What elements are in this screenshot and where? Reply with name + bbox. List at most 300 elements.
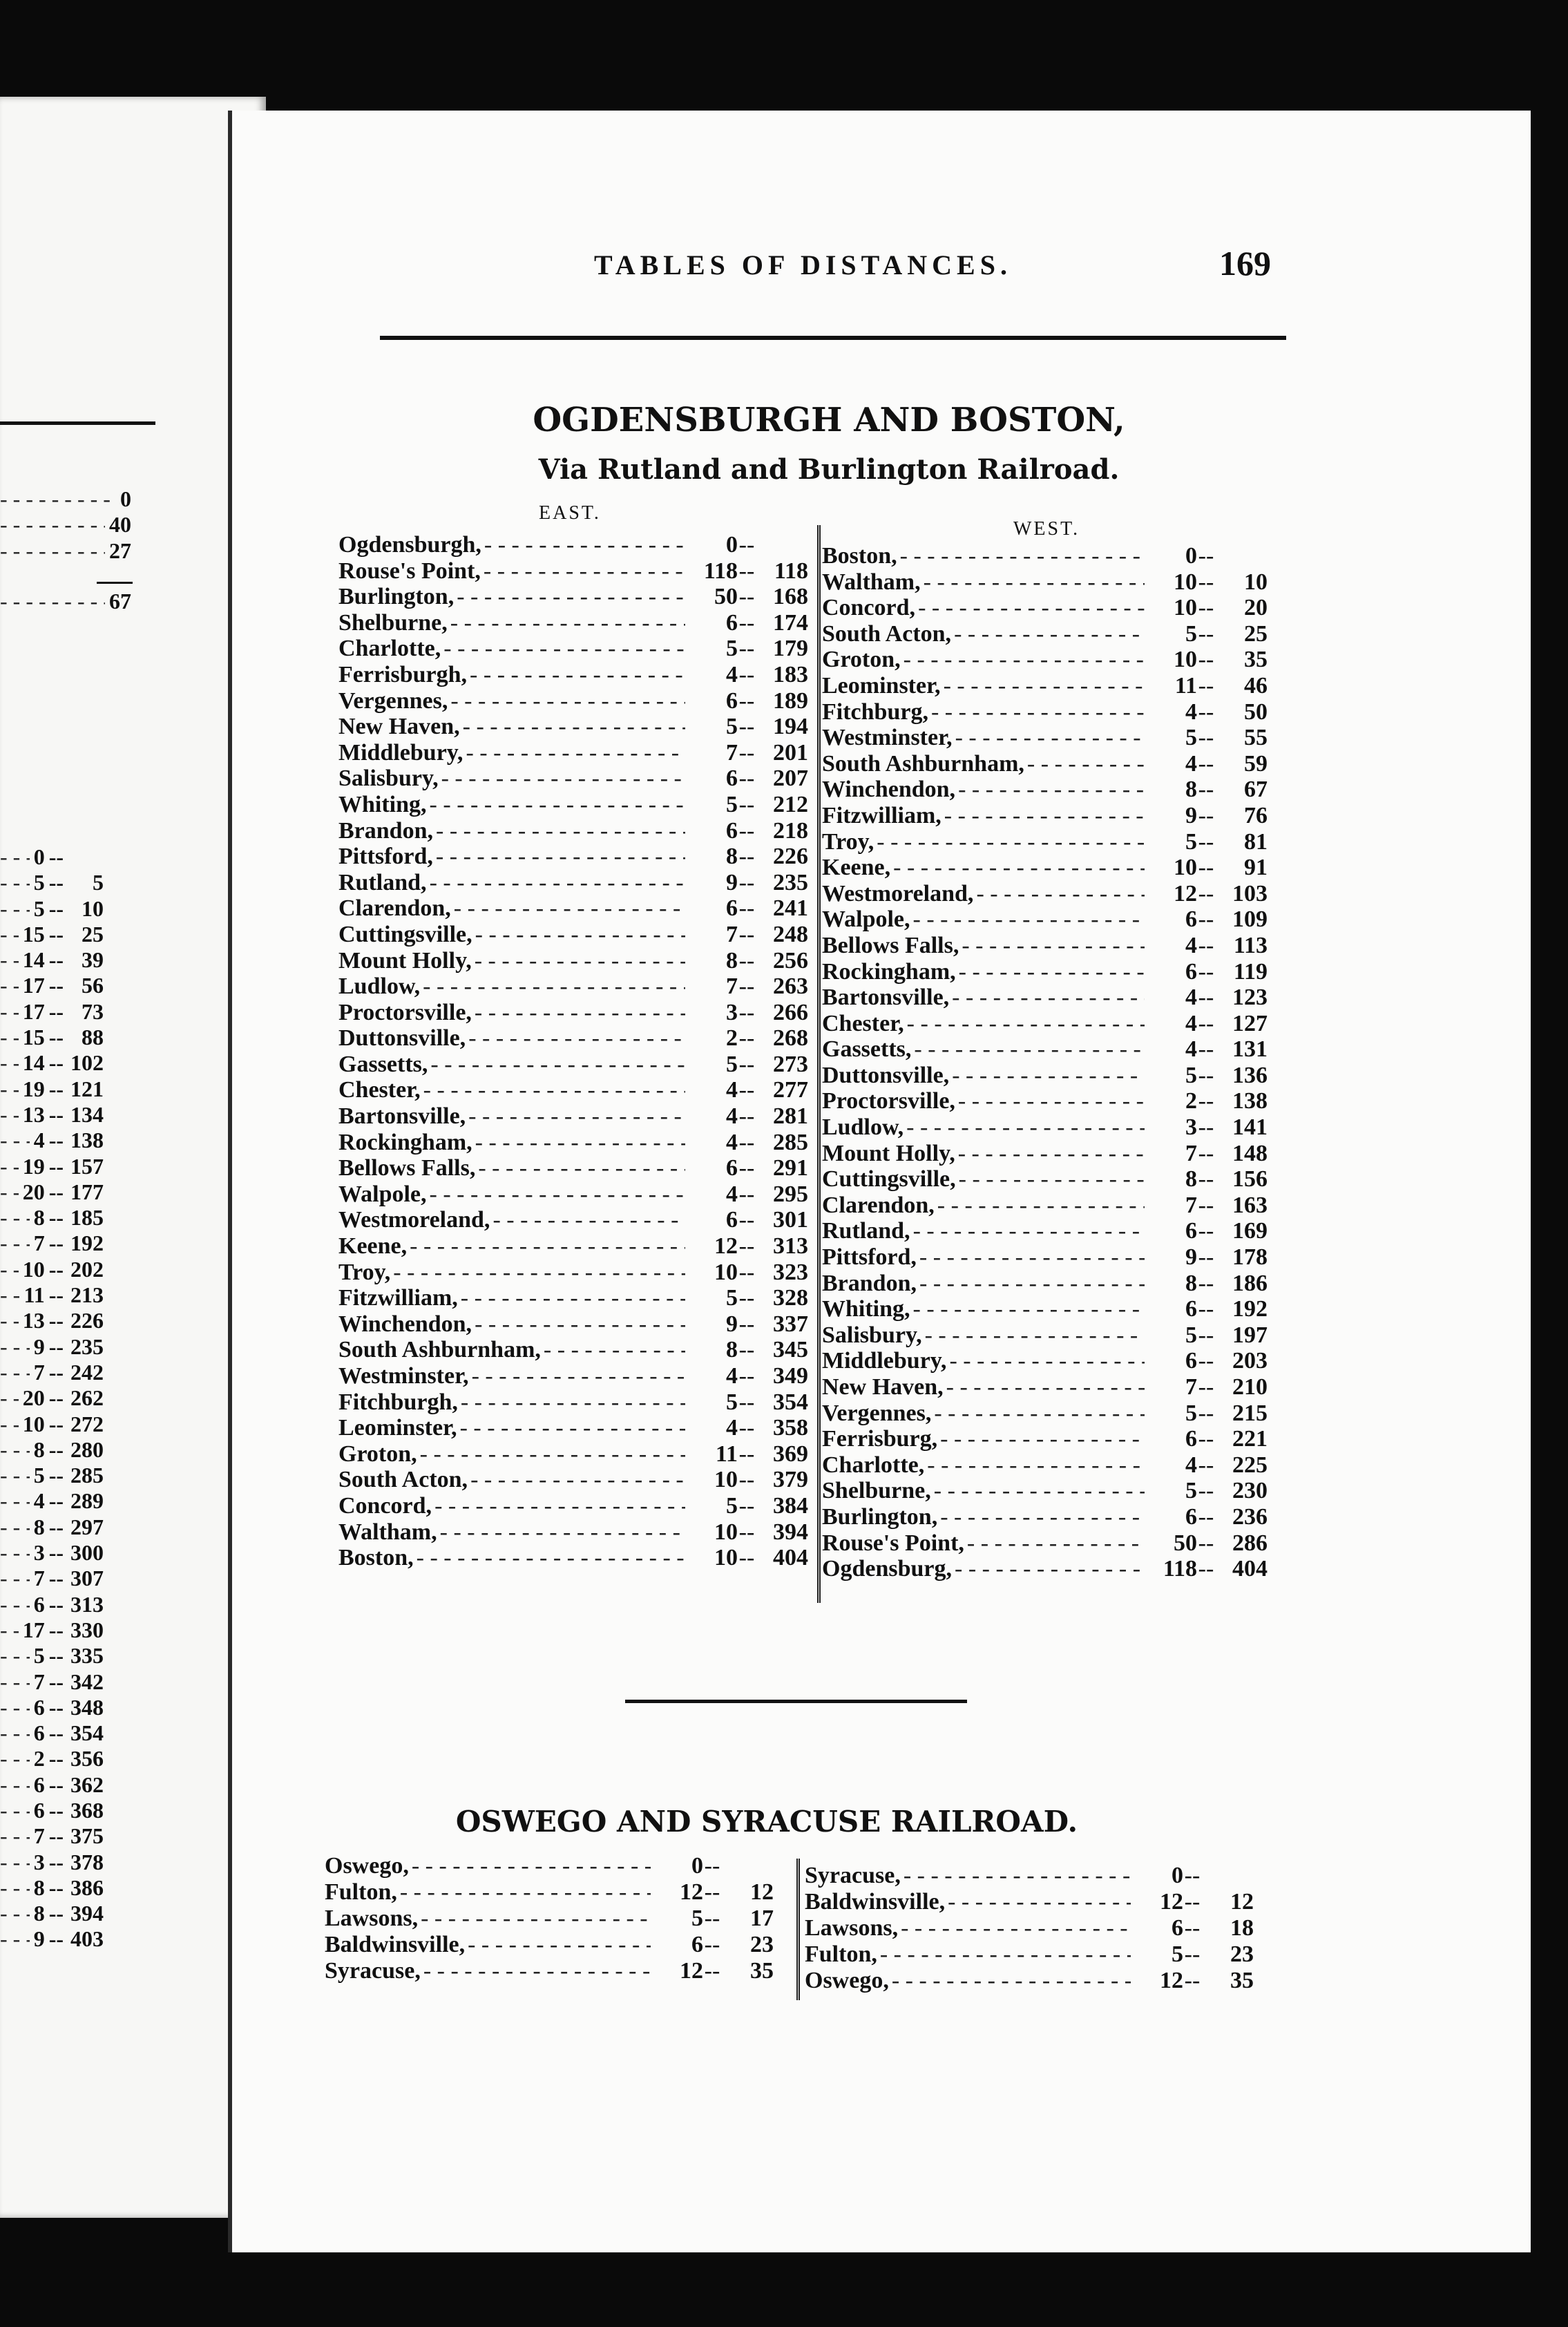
left-cumulative-value: 213	[70, 1282, 104, 1308]
left-cumulative-value: 88	[82, 1025, 104, 1050]
dot-leader	[0, 1463, 30, 1488]
dot-leader	[958, 1141, 1145, 1167]
dot-leader	[0, 538, 105, 564]
running-head: TABLES OF DISTANCES.	[594, 249, 1012, 281]
oswego-syracuse-left-table	[325, 1853, 774, 1984]
station-name: Ferrisburg,	[822, 1426, 938, 1452]
dash-separator: --	[738, 947, 755, 973]
left-list-row	[0, 1257, 104, 1282]
cumulative-value: 50	[1244, 699, 1268, 725]
dash-separator: --	[738, 1467, 755, 1493]
cumulative-value: 291	[773, 1155, 808, 1181]
table-row	[325, 1906, 774, 1932]
station-name: Fitchburg,	[822, 699, 928, 725]
section-subtitle: Via Rutland and Burlington Railroad.	[538, 453, 1120, 486]
dash-separator: --	[1198, 725, 1214, 751]
station-name: Proctorsville,	[822, 1088, 955, 1114]
dot-leader	[952, 985, 1145, 1011]
station-name: Gassetts,	[822, 1036, 912, 1063]
left-cumulative-value: 242	[70, 1359, 104, 1385]
dot-leader	[913, 1218, 1145, 1244]
distance-value: 0	[691, 1853, 703, 1879]
dot-leader	[944, 803, 1145, 829]
dot-leader	[962, 933, 1145, 959]
dash-separator: --	[48, 1643, 64, 1669]
table-row	[338, 1493, 808, 1519]
station-name: Leominster,	[338, 1415, 457, 1441]
cumulative-value: 25	[1244, 620, 1268, 647]
station-name: Rouse's Point,	[822, 1530, 964, 1556]
distance-value: 7	[726, 739, 738, 766]
left-list-row	[0, 1282, 104, 1308]
distance-value: 11	[1174, 672, 1197, 699]
dash-separator: --	[48, 1823, 64, 1849]
dot-leader	[959, 1166, 1145, 1193]
table-row	[338, 766, 808, 792]
table-row	[822, 777, 1268, 803]
station-name: Troy,	[822, 828, 874, 855]
cumulative-value: 328	[773, 1285, 808, 1311]
dash-separator: --	[1198, 1503, 1214, 1530]
left-list-row	[0, 1463, 104, 1488]
dot-leader	[468, 1025, 685, 1052]
station-name: Salisbury,	[338, 766, 439, 792]
table-row	[338, 740, 808, 766]
dot-leader	[400, 1879, 651, 1906]
left-distance-value: 8	[33, 1514, 45, 1539]
left-list-row	[0, 1385, 104, 1411]
distance-value: 4	[1185, 1452, 1197, 1478]
table-row	[338, 662, 808, 688]
dash-separator: --	[1198, 1556, 1214, 1582]
dot-leader	[423, 1077, 685, 1103]
table-row	[822, 803, 1268, 829]
dash-separator: --	[1198, 1322, 1214, 1348]
table-row	[822, 1193, 1268, 1219]
left-distance-value: 9	[33, 1926, 45, 1952]
cumulative-value: 168	[773, 584, 808, 610]
distance-value: 5	[726, 791, 738, 817]
left-cumulative-value: 192	[70, 1231, 104, 1256]
dash-separator: --	[1198, 1140, 1214, 1166]
distance-value: 5	[1185, 1322, 1197, 1348]
left-list-row	[0, 1720, 104, 1746]
cumulative-value: 169	[1232, 1218, 1268, 1244]
table-row	[338, 1052, 808, 1078]
dot-leader	[913, 1296, 1145, 1322]
dot-leader	[940, 1504, 1145, 1530]
dash-separator: --	[1198, 802, 1214, 828]
dot-leader	[0, 1385, 19, 1411]
dot-leader	[0, 589, 105, 614]
dot-leader	[903, 1863, 1131, 1889]
dash-separator: --	[48, 1617, 64, 1642]
cumulative-value: 301	[773, 1207, 808, 1233]
dash-separator: --	[738, 609, 755, 636]
dash-separator: --	[704, 1879, 720, 1905]
dash-separator: --	[1198, 1036, 1214, 1063]
cumulative-value: 103	[1232, 880, 1268, 906]
left-distance-value: 6	[33, 1694, 45, 1720]
table-row	[338, 1181, 808, 1208]
dot-leader	[0, 1540, 30, 1566]
dash-separator: --	[48, 921, 64, 947]
cumulative-value: 197	[1232, 1322, 1268, 1348]
dot-leader	[937, 1193, 1145, 1219]
table-row	[822, 647, 1268, 673]
dash-separator: --	[48, 1540, 64, 1566]
station-name: Leominster,	[822, 672, 941, 699]
left-distance-value: 3	[33, 1540, 45, 1566]
cumulative-value: 179	[773, 636, 808, 662]
left-cumulative-value: 386	[70, 1874, 104, 1900]
distance-value: 6	[1185, 1348, 1197, 1374]
left-list-row	[0, 1823, 104, 1849]
cumulative-value: 345	[773, 1337, 808, 1363]
station-name: Westmoreland,	[822, 880, 974, 906]
dash-separator: --	[738, 1285, 755, 1311]
east-column-label: EAST.	[539, 502, 601, 524]
left-list-row	[0, 1669, 104, 1695]
left-cumulative-value: 280	[70, 1436, 104, 1462]
dot-leader	[913, 906, 1145, 933]
dash-separator: --	[738, 661, 755, 687]
station-name: Fitzwilliam,	[822, 802, 941, 828]
station-name: Burlington,	[338, 584, 455, 610]
dot-leader	[0, 1360, 30, 1385]
table-row	[338, 636, 808, 662]
cumulative-value: 337	[773, 1311, 808, 1337]
dash-separator: --	[48, 1333, 64, 1359]
station-name: Ferrisburgh,	[338, 661, 468, 687]
left-cumulative-value: 102	[70, 1050, 104, 1076]
left-list-row	[0, 1231, 104, 1256]
left-cumulative-value: 272	[70, 1411, 104, 1436]
cumulative-value: 358	[773, 1415, 808, 1441]
table-row	[338, 1363, 808, 1389]
station-name: Groton,	[822, 647, 901, 673]
table-row	[338, 714, 808, 740]
station-name: Whiting,	[822, 1296, 910, 1322]
station-name: Bartonsville,	[338, 1103, 466, 1130]
distance-value: 12	[680, 1958, 703, 1984]
distance-value: 9	[1185, 1244, 1197, 1271]
page-number: 169	[1219, 244, 1271, 283]
cumulative-value: 12	[750, 1879, 774, 1905]
distance-value: 50	[1174, 1530, 1197, 1556]
left-sum-value: 67	[109, 589, 131, 614]
table-row	[338, 922, 808, 948]
left-list-row	[0, 1412, 104, 1437]
oswego-syracuse-right-table	[805, 1863, 1254, 1994]
left-cumulative-value: 335	[70, 1643, 104, 1669]
table-row	[822, 1348, 1268, 1374]
dash-separator: --	[48, 1463, 64, 1488]
left-distance-value: 7	[33, 1359, 45, 1385]
left-distance-value: 7	[33, 1566, 45, 1591]
dot-leader	[423, 1958, 651, 1984]
section-divider-rule	[625, 1700, 967, 1703]
cumulative-value: 91	[1244, 855, 1268, 881]
left-distance-value: 6	[33, 1772, 45, 1797]
dot-leader	[544, 1337, 685, 1363]
dash-separator: --	[48, 1128, 64, 1153]
dash-separator: --	[1198, 1062, 1214, 1088]
left-cumulative-value	[68, 844, 104, 870]
left-cumulative-value: 297	[70, 1514, 104, 1539]
table-row	[822, 985, 1268, 1011]
dash-separator: --	[48, 1694, 64, 1720]
distance-value: 8	[726, 1337, 738, 1363]
station-name: New Haven,	[822, 1374, 944, 1400]
left-cumulative-value: 368	[70, 1797, 104, 1823]
dot-leader	[0, 486, 116, 512]
dash-separator: --	[1184, 1889, 1201, 1915]
dash-separator: --	[1198, 672, 1214, 699]
dot-leader	[927, 1452, 1145, 1479]
cumulative-value: 236	[1232, 1503, 1268, 1530]
cumulative-value: 35	[1244, 647, 1268, 673]
cumulative-value: 46	[1244, 672, 1268, 699]
left-distance-value: 17	[22, 998, 45, 1024]
dot-leader	[0, 512, 105, 538]
distance-value: 4	[726, 661, 738, 687]
dash-separator: --	[1184, 1915, 1201, 1941]
station-name: Duttonsville,	[338, 1025, 466, 1052]
dash-separator: --	[1198, 1478, 1214, 1504]
dot-leader	[468, 1103, 685, 1130]
left-list-row	[0, 973, 104, 998]
cumulative-value: 225	[1232, 1452, 1268, 1478]
station-name: Rouse's Point,	[338, 558, 481, 584]
cumulative-value: 394	[773, 1519, 808, 1545]
dash-separator: --	[738, 869, 755, 895]
dot-leader	[443, 636, 685, 662]
left-distance-value: 6	[33, 1591, 45, 1617]
table-row	[822, 1374, 1268, 1400]
cumulative-value: 76	[1244, 802, 1268, 828]
distance-value: 10	[1174, 595, 1197, 621]
table-row	[822, 881, 1268, 907]
dash-separator: --	[48, 1308, 64, 1333]
left-list-row	[0, 1695, 104, 1720]
distance-value: 12	[1174, 880, 1197, 906]
dot-leader	[0, 1566, 30, 1591]
table-row	[822, 1063, 1268, 1089]
dash-separator: --	[1198, 1296, 1214, 1322]
station-name: Concord,	[822, 595, 916, 621]
dot-leader	[0, 1926, 30, 1952]
dot-leader	[0, 1720, 30, 1746]
dot-leader	[954, 621, 1145, 647]
left-cumulative-value: 307	[70, 1566, 104, 1591]
cumulative-value: 221	[1232, 1426, 1268, 1452]
station-name: Cuttingsville,	[822, 1166, 956, 1193]
left-cumulative-value: 138	[70, 1128, 104, 1153]
left-distance-value: 6	[33, 1797, 45, 1823]
left-cumulative-value: 56	[82, 973, 104, 998]
station-name: Ludlow,	[338, 973, 421, 1000]
left-list-row	[0, 1926, 104, 1952]
table-row	[338, 1130, 808, 1156]
dot-leader	[434, 1493, 685, 1519]
cumulative-value: 404	[773, 1545, 808, 1571]
cumulative-value: 323	[773, 1259, 808, 1285]
dash-separator: --	[48, 870, 64, 895]
distance-value: 4	[726, 1103, 738, 1130]
dash-separator: --	[48, 1101, 64, 1127]
dot-leader	[436, 844, 685, 870]
dash-separator: --	[738, 1155, 755, 1181]
distance-value: 4	[726, 1415, 738, 1441]
distance-value: 10	[1174, 855, 1197, 881]
distance-value: 11	[715, 1441, 738, 1467]
dot-leader	[946, 1374, 1145, 1400]
table-row	[805, 1968, 1254, 1994]
table-row	[822, 1088, 1268, 1114]
dash-separator: --	[1198, 647, 1214, 673]
dot-leader	[958, 1088, 1145, 1114]
left-distance-value: 19	[22, 1153, 45, 1179]
left-list-row	[0, 1746, 104, 1772]
dot-leader	[0, 922, 19, 947]
distance-value: 118	[703, 558, 738, 584]
dash-separator: --	[738, 1259, 755, 1285]
dash-separator: --	[48, 844, 64, 869]
dash-separator: --	[48, 1385, 64, 1411]
station-name: Winchendon,	[338, 1311, 472, 1337]
table-row	[338, 1000, 808, 1026]
dash-separator: --	[48, 998, 64, 1024]
dot-leader	[880, 1941, 1131, 1968]
distance-value: 9	[1185, 802, 1197, 828]
cumulative-value: 277	[773, 1077, 808, 1103]
dot-leader	[436, 818, 685, 844]
section-title-oswego-syracuse: OSWEGO AND SYRACUSE RAILROAD.	[455, 1805, 1078, 1839]
left-cumulative-value: 10	[82, 895, 104, 921]
left-distance-value: 19	[22, 1076, 45, 1101]
dash-separator: --	[704, 1906, 720, 1931]
dash-separator: --	[738, 1545, 755, 1571]
dash-separator: --	[48, 973, 64, 998]
dash-separator: --	[738, 739, 755, 766]
left-distance-value: 6	[33, 1720, 45, 1746]
distance-value: 6	[1172, 1915, 1183, 1941]
table-row	[338, 1025, 808, 1052]
cumulative-value: 235	[773, 869, 808, 895]
cumulative-value: 118	[774, 558, 808, 584]
cumulative-value: 295	[773, 1181, 808, 1207]
table-row	[338, 948, 808, 974]
dot-leader	[949, 1348, 1145, 1374]
left-distance-value: 14	[22, 1050, 45, 1076]
dash-separator: --	[738, 844, 755, 870]
dot-leader	[900, 543, 1145, 569]
dot-leader	[959, 959, 1145, 985]
distance-value: 0	[1185, 543, 1197, 569]
dot-leader	[461, 1389, 685, 1416]
left-cumulative-value: 378	[70, 1849, 104, 1874]
cumulative-value: 349	[773, 1363, 808, 1389]
dash-separator: --	[1198, 958, 1214, 985]
dot-leader	[0, 896, 30, 922]
cumulative-value: 286	[1232, 1530, 1268, 1556]
table-row	[338, 1337, 808, 1363]
cumulative-value: 212	[773, 791, 808, 817]
table-row	[805, 1941, 1254, 1968]
dot-leader	[0, 1746, 30, 1772]
cumulative-value: 384	[773, 1492, 808, 1519]
dot-leader	[472, 1363, 685, 1389]
dash-separator: --	[1198, 1010, 1214, 1036]
dot-leader	[940, 1426, 1145, 1452]
dot-leader	[0, 999, 19, 1025]
table-row	[338, 818, 808, 844]
dot-leader	[475, 1130, 685, 1156]
dash-separator: --	[48, 1025, 64, 1050]
table-row	[338, 1103, 808, 1130]
dash-separator: --	[738, 1337, 755, 1363]
station-name: Rockingham,	[822, 958, 956, 985]
dash-separator: --	[738, 1415, 755, 1441]
table-row	[822, 673, 1268, 699]
dot-leader	[450, 688, 685, 714]
cumulative-value: 218	[773, 817, 808, 844]
left-distance-value: 17	[22, 1617, 45, 1642]
distance-value: 5	[726, 1285, 738, 1311]
left-distance-value: 5	[33, 1643, 45, 1669]
table-row	[338, 584, 808, 610]
left-list-row	[0, 1334, 104, 1360]
distance-value: 5	[1185, 828, 1197, 855]
left-cumulative-value: 262	[70, 1385, 104, 1411]
distance-value: 4	[1185, 985, 1197, 1011]
dot-leader	[901, 1915, 1131, 1941]
dash-separator: --	[1198, 1114, 1214, 1141]
left-list-row	[0, 1025, 104, 1050]
distance-value: 0	[726, 532, 738, 558]
distance-value: 4	[726, 1077, 738, 1103]
cumulative-value: 141	[1232, 1114, 1268, 1141]
dash-separator: --	[1198, 1270, 1214, 1296]
left-distance-value: 7	[33, 1669, 45, 1694]
cumulative-value: 23	[750, 1932, 774, 1957]
station-name: Burlington,	[822, 1503, 938, 1530]
distance-value: 6	[726, 817, 738, 844]
table-row	[338, 1545, 808, 1571]
dot-leader	[903, 647, 1145, 673]
station-name: Proctorsville,	[338, 999, 472, 1025]
table-row	[822, 543, 1268, 569]
distance-value: 5	[726, 1389, 738, 1415]
station-name: Fulton,	[325, 1879, 397, 1905]
left-list-row	[0, 1798, 104, 1823]
distance-value: 8	[726, 947, 738, 973]
station-name: Cuttingsville,	[338, 921, 472, 947]
distance-value: 6	[726, 687, 738, 714]
cumulative-value: 273	[773, 1051, 808, 1077]
station-name: South Acton,	[338, 1467, 468, 1493]
dash-separator: --	[1184, 1863, 1201, 1888]
distance-value: 6	[691, 1932, 703, 1957]
dash-separator: --	[738, 1207, 755, 1233]
station-name: Rockingham,	[338, 1129, 472, 1155]
dash-separator: --	[738, 558, 755, 584]
dot-leader	[0, 1050, 19, 1076]
distance-value: 10	[714, 1519, 738, 1545]
dash-separator: --	[1184, 1941, 1201, 1967]
table-row	[338, 532, 808, 558]
